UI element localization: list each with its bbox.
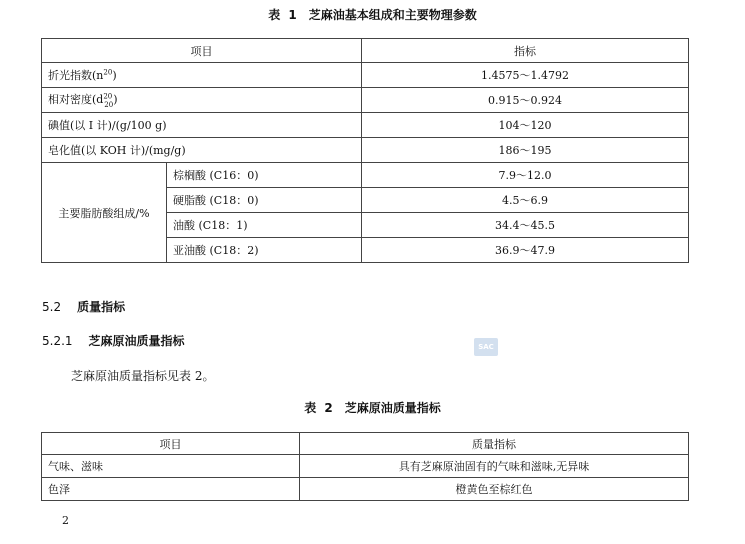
table-row: [42, 113, 689, 138]
table2-cell-value: 具有芝麻原油固有的气味和滋味,无异味: [300, 455, 689, 478]
table2-cell-item: 气味、滋味: [42, 455, 300, 478]
table2-header-item: 项目: [42, 433, 300, 455]
body-paragraph: 芝麻原油质量指标见表 2。: [71, 369, 215, 383]
fatty-acid-value: 36.9～47.9: [362, 238, 689, 263]
table1-cell-item: 碘值(以 I 计)/(g/100 g): [42, 113, 362, 138]
table1-cell-item: 折光指数$(n^{20})$: [42, 63, 362, 88]
table1-cell-value: 1.4575～1.4792: [362, 63, 689, 88]
table-row: [42, 478, 689, 501]
section-number: 5.2: [42, 300, 62, 314]
table2-header-row: [42, 433, 689, 455]
fatty-acid-name: 硬脂酸 (C18：0): [167, 188, 362, 213]
table-row: [42, 63, 689, 88]
table2-header-index: 质量指标: [300, 433, 689, 455]
table2-title: 表 2 芝麻原油质量指标: [304, 401, 441, 415]
table1-header-index: 指标: [362, 39, 689, 63]
fatty-acid-group-label: 主要脂肪酸组成/%: [42, 163, 167, 263]
fatty-acid-value: 34.4～45.5: [362, 213, 689, 238]
fatty-acid-name: 油酸 (C18：1): [167, 213, 362, 238]
section-heading-5-2-1: [42, 332, 185, 349]
section-title: 芝麻原油质量指标: [88, 334, 185, 348]
fatty-acid-name: 亚油酸 (C18：2): [167, 238, 362, 263]
table1-cell-value: 186～195: [362, 138, 689, 163]
table1: [41, 38, 689, 263]
table1-cell-value: 0.915～0.924: [362, 88, 689, 113]
table-row: [42, 455, 689, 478]
sac-watermark: SAC: [474, 338, 498, 356]
table2-cell-item: 色泽: [42, 478, 300, 501]
section-number: 5.2.1: [42, 334, 73, 348]
table-row: [42, 88, 689, 113]
section-heading-5-2: [42, 298, 125, 315]
table1-cell-value: 104～120: [362, 113, 689, 138]
table1-cell-item: 皂化值(以 KOH 计)/(mg/g): [42, 138, 362, 163]
fatty-acid-value: 7.9～12.0: [362, 163, 689, 188]
section-title: 质量指标: [77, 300, 126, 314]
fatty-acid-name: 棕榈酸 (C16：0): [167, 163, 362, 188]
table2-cell-value: 橙黄色至棕红色: [300, 478, 689, 501]
table1-header-row: [42, 39, 689, 63]
table-row: [42, 163, 689, 188]
fatty-acid-value: 4.5～6.9: [362, 188, 689, 213]
table1-cell-item: 相对密度$(d^{20}_{20})$: [42, 88, 362, 113]
table-row: [42, 138, 689, 163]
page-number: 2: [62, 514, 69, 527]
table2: [41, 432, 689, 501]
table1-header-item: 项目: [42, 39, 362, 63]
table1-title: 表 1 芝麻油基本组成和主要物理参数: [268, 8, 477, 22]
